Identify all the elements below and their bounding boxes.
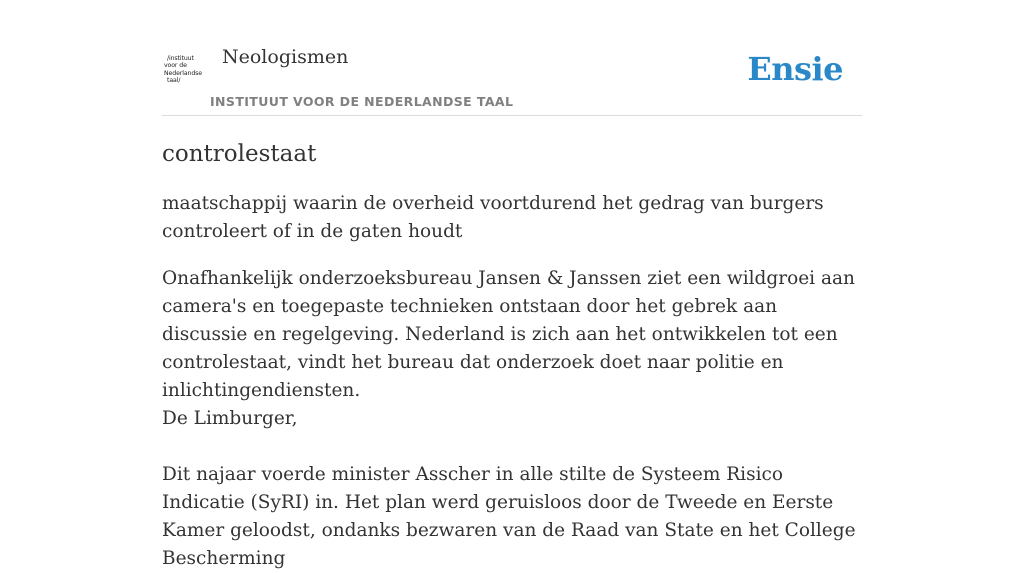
source-subtitle: INSTITUUT VOOR DE NEDERLANDSE TAAL (210, 94, 514, 109)
ivdnt-logo[interactable] (164, 55, 210, 91)
logo-line: voor de (164, 62, 187, 70)
source-title[interactable]: Neologismen (222, 46, 349, 68)
example-text: Onafhankelijk onderzoeksbureau Jansen & Janssen ziet een wildgroei aan camera's en toegepaste technieken ontstaan door het gebrek aan discussie en regelgeving. Nederland is zich aan het ontwikkelen tot een controlestaat, vindt het bureau dat onderzoek doet naar politie en inlichtingendiensten. (162, 268, 855, 401)
entry-word: controlestaat (162, 141, 317, 167)
logo-line: Nederlandse (164, 69, 203, 77)
example-source: De Limburger, (162, 408, 298, 429)
entry-example (162, 265, 862, 573)
logo-line: /instituut (167, 55, 194, 62)
spacer (162, 433, 862, 461)
example-text: Dit najaar voerde minister Asscher in alle stilte de Systeem Risico Indicatie (SyRI) in. Het plan werd geruisloos door de Tweede en Eerste Kamer geloodst, ondanks bezwaren van de Raad van State en het College Bescherming (162, 464, 856, 569)
header (162, 40, 862, 116)
ensie-logo[interactable]: Ensie (747, 50, 843, 88)
entry-content (162, 138, 862, 573)
entry-definition: maatschappij waarin de overheid voortdurend het gedrag van burgers controleert of in de gaten houdt (162, 193, 824, 242)
logo-line: taal/ (167, 77, 181, 85)
